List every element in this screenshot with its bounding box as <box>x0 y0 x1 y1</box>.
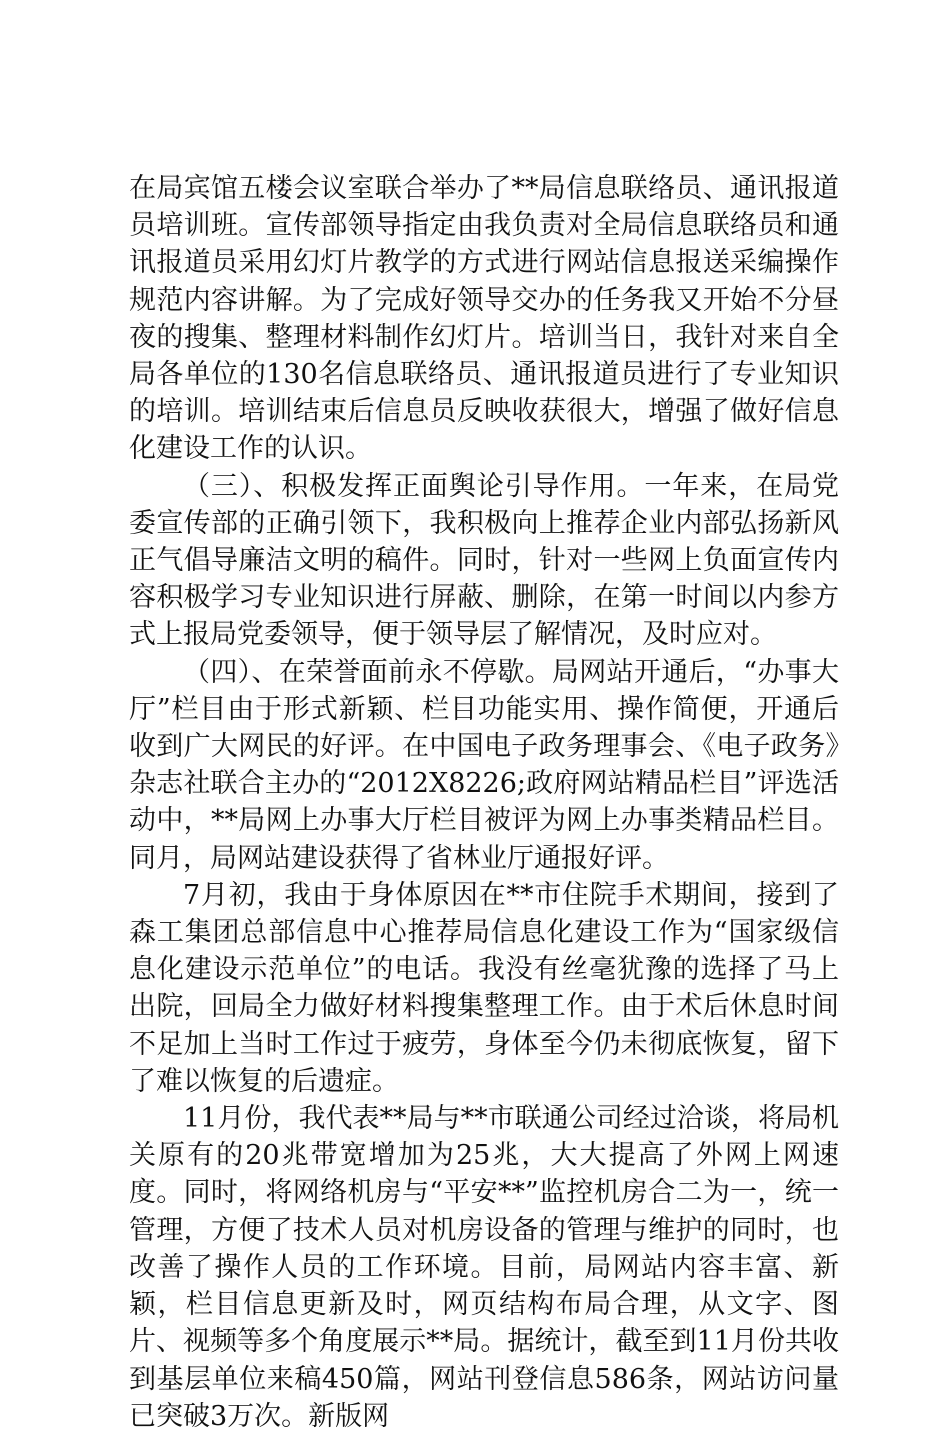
paragraph-section-four: （四）、在荣誉面前永不停歇。局网站开通后，“办事大厅”栏目由于形式新颖、栏目功能实用、操作简便，开通后收到广大网民的好评。在中国电子政务理事会、《电子政务》杂志社联合主办的“2012X8226;政府网站精品栏目”评选活动中，**局网上办事大厅栏目被评为网上办事类精品栏目。同月，局网站建设获得了省林业厅通报好评。 <box>129 656 839 874</box>
paragraph-november: 11月份，我代表**局与**市联通公司经过洽谈，将局机关原有的20兆带宽增加为25兆，大大提高了外网上网速度。同时，将网络机房与“平安**”监控机房合二为一，统一管理，方便了技术人员对机房设备的管理与维护的同时，也改善了操作人员的工作环境。目前，局网站内容丰富、新颖，栏目信息更新及时，网页结构布局合理，从文字、图片、视频等多个角度展示**局。据统计，截至到11月份共收到基层单位来稿450篇，网站刊登信息586条，网站访问量已突破3万次。新版网 <box>129 1103 839 1432</box>
paragraph-section-three: （三）、积极发挥正面舆论引导作用。一年来，在局党委宣传部的正确引领下，我积极向上推荐企业内部弘扬新风正气倡导廉洁文明的稿件。同时，针对一些网上负面宣传内容积极学习专业知识进行屏蔽、删除，在第一时间以内参方式上报局党委领导，便于领导层了解情况，及时应对。 <box>129 470 839 651</box>
paragraph-july: 7月初，我由于身体原因在**市住院手术期间，接到了森工集团总部信息中心推荐局信息化建设工作为“国家级信息化建设示范单位”的电话。我没有丝毫犹豫的选择了马上出院，回局全力做好材料搜集整理工作。由于术后休息时间不足加上当时工作过于疲劳，身体至今仍未彻底恢复，留下了难以恢复的后遗症。 <box>129 879 839 1097</box>
paragraph-training: 在局宾馆五楼会议室联合举办了**局信息联络员、通讯报道员培训班。宣传部领导指定由我负责对全局信息联络员和通讯报道员采用幻灯片教学的方式进行网站信息报送采编操作规范内容讲解。为了完成好领导交办的任务我又开始不分昼夜的搜集、整理材料制作幻灯片。培训当日，我针对来自全局各单位的130名信息联络员、通讯报道员进行了专业知识的培训。培训结束后信息员反映收获很大，增强了做好信息化建设工作的认识。 <box>129 173 839 465</box>
document-body <box>129 170 839 1435</box>
